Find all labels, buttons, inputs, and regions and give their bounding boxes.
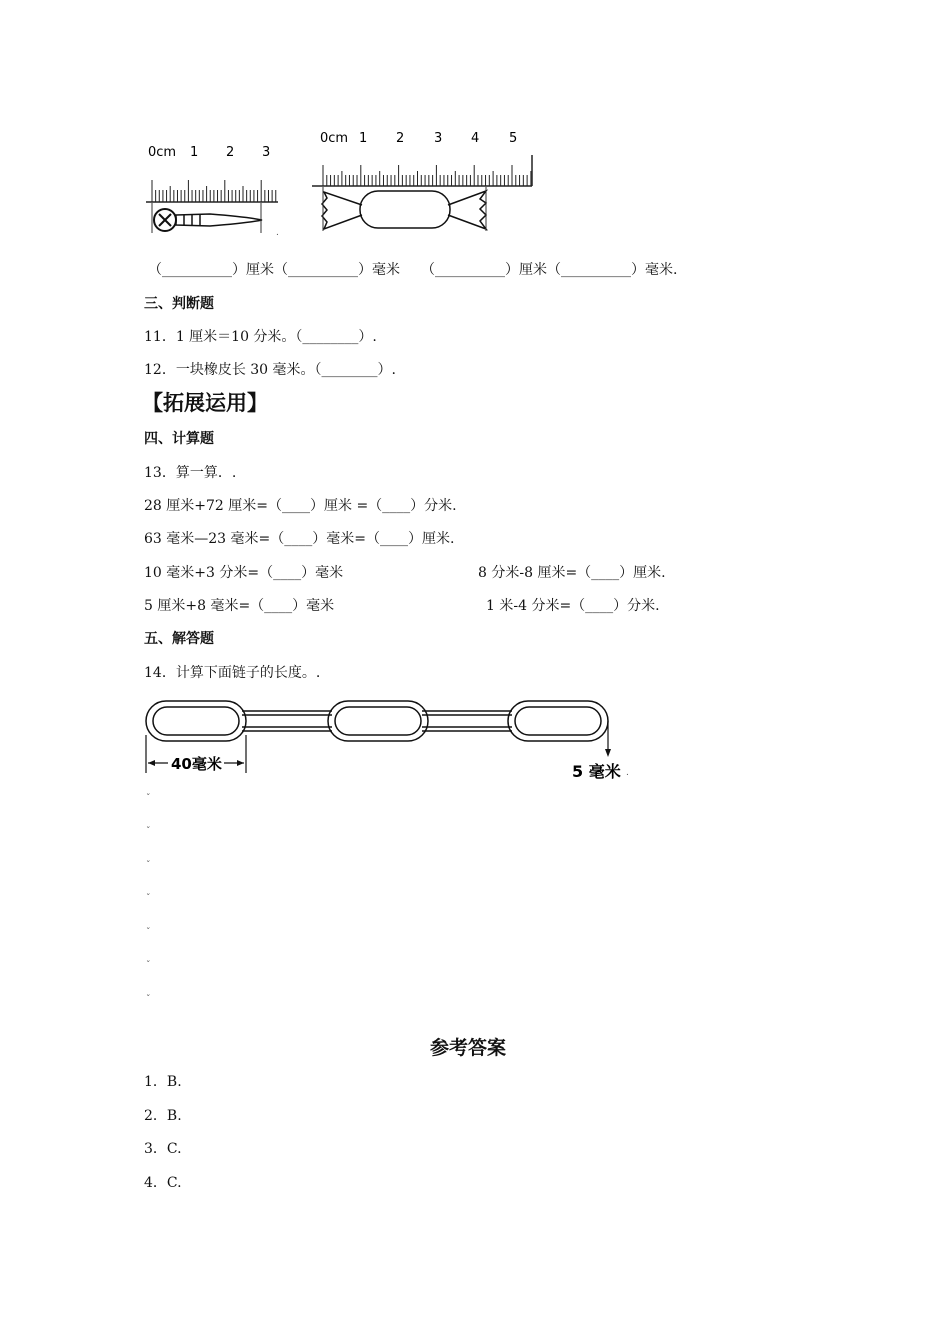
- ruler-label-2: 2: [226, 145, 235, 160]
- ruler-label-2: 2: [396, 131, 405, 146]
- ruler-label-0: 0cm: [148, 145, 177, 160]
- calc-row-1: 28 厘米+72 厘米=（____）厘米 =（____）分米.: [144, 498, 457, 514]
- question-14: 14．计算下面链子的长度。.: [144, 665, 321, 681]
- ruler-label-1: 1: [190, 145, 199, 160]
- ruler-label-1: 1: [359, 131, 368, 146]
- section-4-title: 四、计算题: [144, 431, 214, 447]
- blank-mark: ˇ: [146, 794, 151, 804]
- calc-row-3-right: 8 分米-8 厘米=（____）厘米.: [478, 565, 666, 581]
- chain-dim-5mm: 5 毫米: [572, 762, 621, 781]
- ruler-label-4: 4: [471, 131, 480, 146]
- answer-1: 1．B.: [144, 1074, 182, 1090]
- blank-mark: ˇ: [146, 827, 151, 837]
- blank-mark: ˇ: [146, 995, 151, 1005]
- question-13: 13．算一算．.: [144, 465, 237, 481]
- ruler-label-3: 3: [262, 145, 271, 160]
- ruler-label-0: 0cm: [320, 131, 349, 146]
- question-11: 11．1 厘米＝10 分米。（________）.: [144, 329, 377, 345]
- answers-title: 参考答案: [430, 1037, 507, 1059]
- chain-figure: [140, 695, 640, 785]
- calc-row-4-left: 5 厘米+8 毫米=（____）毫米: [144, 598, 335, 614]
- ruler-candy-figure: [310, 125, 540, 235]
- answer-2: 2．B.: [144, 1108, 182, 1124]
- blank-mark: ˇ: [146, 928, 151, 938]
- ruler-label-3: 3: [434, 131, 443, 146]
- ruler-label-5: 5: [509, 131, 518, 146]
- extension-title: 【拓展运用】: [142, 391, 268, 415]
- measure-fill-line: （__________）厘米（__________）毫米 （__________）厘米（__________）毫米.: [148, 262, 678, 278]
- answer-3: 3．C.: [144, 1141, 182, 1157]
- answer-4: 4．C.: [144, 1175, 182, 1191]
- section-3-title: 三、判断题: [144, 296, 214, 312]
- blank-mark: ˇ: [146, 894, 151, 904]
- calc-row-2: 63 毫米—23 毫米=（____）毫米=（____）厘米.: [144, 531, 455, 547]
- blank-mark: ˇ: [146, 961, 151, 971]
- ruler-key-figure: [140, 135, 290, 235]
- calc-row-3-left: 10 毫米+3 分米=（____）毫米: [144, 565, 344, 581]
- blank-mark: ˇ: [146, 861, 151, 871]
- question-12: 12．一块橡皮长 30 毫米。（________）.: [144, 362, 396, 378]
- section-5-title: 五、解答题: [144, 631, 214, 647]
- chain-dim-40mm: 40毫米: [171, 755, 222, 773]
- calc-row-4-right: 1 米-4 分米=（____）分米.: [486, 598, 660, 614]
